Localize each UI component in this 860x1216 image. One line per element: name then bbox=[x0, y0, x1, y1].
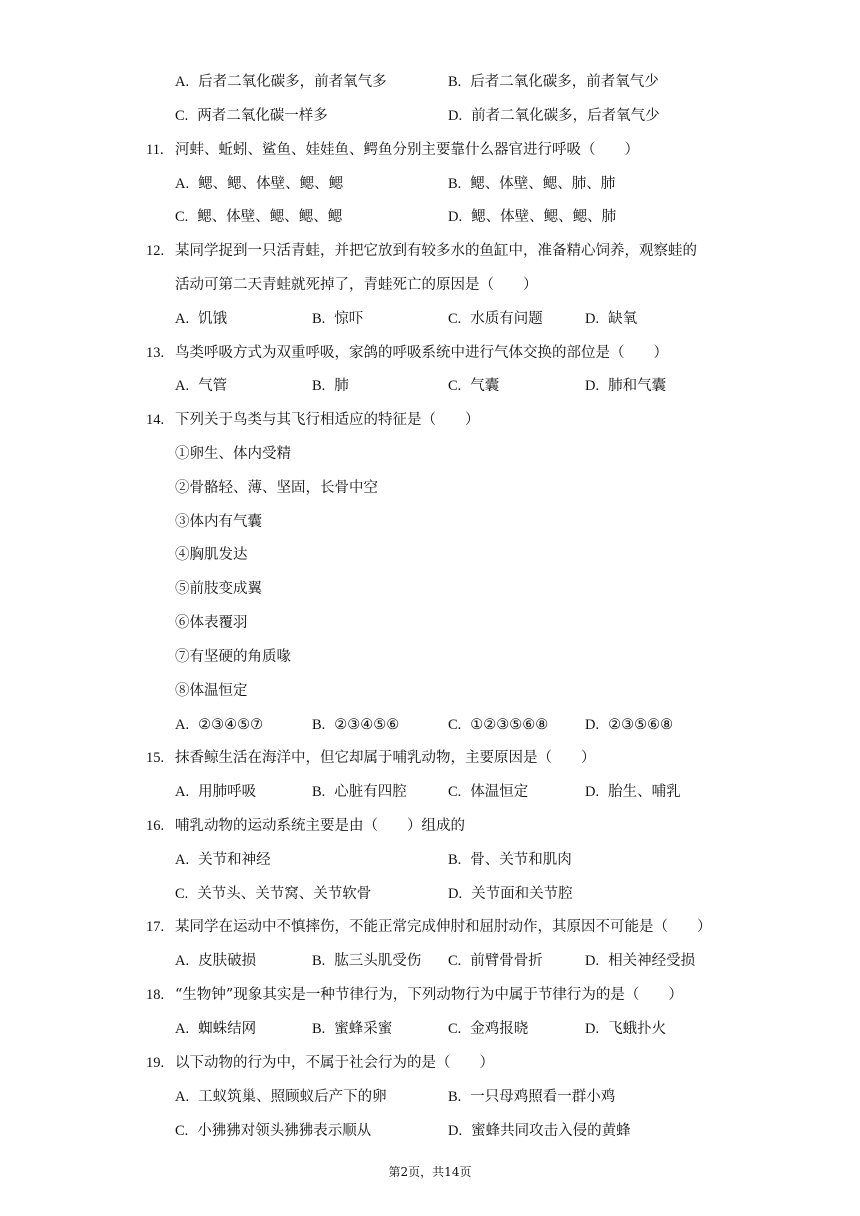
q10-option-c bbox=[175, 106, 328, 126]
q14-item-8: ⑧体温恒定 bbox=[175, 683, 248, 699]
option-label: D. bbox=[585, 784, 600, 800]
question-number: 17. bbox=[146, 919, 165, 935]
option-label: D. bbox=[448, 108, 463, 124]
q19-option-a bbox=[175, 1087, 387, 1107]
q14-option-b bbox=[312, 715, 399, 735]
q18-option-c bbox=[448, 1019, 528, 1039]
q12-option-b bbox=[312, 309, 363, 329]
option-text: 前者二氧化碳多，后者氧气少 bbox=[471, 108, 660, 124]
option-label: B. bbox=[312, 1021, 326, 1037]
option-label: B. bbox=[448, 852, 462, 868]
q16-option-a bbox=[175, 850, 271, 870]
q13-option-c bbox=[448, 376, 499, 396]
option-label: B. bbox=[448, 176, 462, 192]
option-text: 饥饿 bbox=[198, 311, 228, 327]
option-text: 气管 bbox=[198, 378, 228, 394]
option-text: 相关神经受损 bbox=[608, 953, 696, 969]
q18-option-a bbox=[175, 1019, 256, 1039]
option-text: ②③④⑤⑦ bbox=[198, 717, 264, 733]
option-label: B. bbox=[312, 311, 326, 327]
q10-option-b bbox=[448, 72, 659, 92]
option-label: C. bbox=[448, 378, 462, 394]
option-label: A. bbox=[175, 717, 190, 733]
option-label: C. bbox=[448, 311, 462, 327]
option-label: C. bbox=[175, 886, 189, 902]
option-label: A. bbox=[175, 176, 190, 192]
q13-option-d bbox=[585, 376, 666, 396]
option-text: 关节和神经 bbox=[198, 852, 271, 868]
option-text: 鳃、体壁、鳃、鳃、鳃 bbox=[197, 209, 343, 225]
option-text: 肺 bbox=[334, 378, 349, 394]
q17-option-b bbox=[312, 951, 421, 971]
page-footer: 第2页，共14页 bbox=[388, 1165, 472, 1179]
option-text: 气囊 bbox=[470, 378, 500, 394]
q14-item-3: ③体内有气囊 bbox=[175, 514, 262, 530]
question-number: 13. bbox=[146, 345, 165, 361]
q19-option-d bbox=[448, 1121, 631, 1141]
option-label: D. bbox=[448, 886, 463, 902]
q11-option-c bbox=[175, 207, 342, 227]
q13-option-a bbox=[175, 376, 227, 396]
question-text: “生物钟”现象其实是一种节律行为，下列动物行为中属于节律行为的是（ ） bbox=[175, 987, 683, 1003]
question-text: 以下动物的行为中，不属于社会行为的是（ ） bbox=[175, 1055, 494, 1071]
q16-option-d bbox=[448, 884, 573, 904]
option-label: C. bbox=[448, 784, 462, 800]
q15-option-a bbox=[175, 782, 256, 802]
q19-option-b bbox=[448, 1087, 615, 1107]
q14-item-7: ⑦有坚硬的角质喙 bbox=[175, 649, 291, 665]
option-label: A. bbox=[175, 852, 190, 868]
option-text: 金鸡报晓 bbox=[470, 1021, 529, 1037]
q10-option-a bbox=[175, 72, 387, 92]
option-label: B. bbox=[312, 378, 326, 394]
option-label: A. bbox=[175, 953, 190, 969]
option-text: 水质有问题 bbox=[470, 311, 543, 327]
option-text: 前臂骨骨折 bbox=[470, 953, 543, 969]
option-text: 肺和气囊 bbox=[608, 378, 667, 394]
q12-option-a bbox=[175, 309, 227, 329]
option-label: A. bbox=[175, 378, 190, 394]
option-text: 关节面和关节腔 bbox=[471, 886, 573, 902]
option-text: 惊吓 bbox=[334, 311, 364, 327]
option-text: 工蚁筑巢、照顾蚁后产下的卵 bbox=[198, 1089, 387, 1105]
q14-option-c bbox=[448, 715, 548, 735]
q19-option-c bbox=[175, 1121, 371, 1141]
option-text: 两者二氧化碳一样多 bbox=[197, 108, 328, 124]
question-text: 哺乳动物的运动系统主要是由（ ）组成的 bbox=[175, 818, 465, 834]
question-number: 16. bbox=[146, 818, 165, 834]
option-text: 鳃、体壁、鳃、鳃、肺 bbox=[471, 209, 617, 225]
question-number: 15. bbox=[146, 750, 165, 766]
option-text: 蜜蜂采蜜 bbox=[334, 1021, 393, 1037]
q18-option-b bbox=[312, 1019, 392, 1039]
q14-item-2: ②骨骼轻、薄、坚固，长骨中空 bbox=[175, 480, 378, 496]
option-label: D. bbox=[448, 1123, 463, 1139]
question-text: 河蚌、蚯蚓、鲨鱼、娃娃鱼、鳄鱼分别主要靠什么器官进行呼吸（ ） bbox=[175, 142, 639, 158]
q16-option-b bbox=[448, 850, 572, 870]
option-label: D. bbox=[585, 953, 600, 969]
option-label: A. bbox=[175, 74, 190, 90]
q14-option-a bbox=[175, 715, 263, 735]
option-label: B. bbox=[312, 784, 326, 800]
option-label: D. bbox=[585, 311, 600, 327]
option-label: C. bbox=[175, 1123, 189, 1139]
option-label: A. bbox=[175, 1089, 190, 1105]
question-number: 14. bbox=[146, 412, 165, 428]
option-label: A. bbox=[175, 311, 190, 327]
option-text: 骨、关节和肌肉 bbox=[470, 852, 572, 868]
option-text: 飞蛾扑火 bbox=[608, 1021, 667, 1037]
q11-option-d bbox=[448, 207, 616, 227]
q14-item-1: ①卵生、体内受精 bbox=[175, 446, 291, 462]
q12-option-c bbox=[448, 309, 543, 329]
option-label: B. bbox=[448, 74, 462, 90]
option-label: C. bbox=[448, 1021, 462, 1037]
option-label: C. bbox=[448, 717, 462, 733]
option-text: ①②③⑤⑥⑧ bbox=[470, 717, 549, 733]
question-number: 12. bbox=[146, 243, 165, 259]
option-text: 鳃、体壁、鳃、肺、肺 bbox=[470, 176, 616, 192]
question-text: 抹香鲸生活在海洋中，但它却属于哺乳动物，主要原因是（ ） bbox=[175, 750, 596, 766]
question-text: 鸟类呼吸方式为双重呼吸，家鸽的呼吸系统中进行气体交换的部位是（ ） bbox=[175, 345, 668, 361]
q13-option-b bbox=[312, 376, 349, 396]
q18-option-d bbox=[585, 1019, 666, 1039]
q14-item-4: ④胸肌发达 bbox=[175, 547, 248, 563]
option-label: C. bbox=[175, 209, 189, 225]
option-text: 肱三头肌受伤 bbox=[334, 953, 422, 969]
option-label: D. bbox=[448, 209, 463, 225]
option-label: A. bbox=[175, 784, 190, 800]
q15-option-c bbox=[448, 782, 528, 802]
question-text: 某同学捉到一只活青蛙，并把它放到有较多水的鱼缸中，准备精心饲养，观察蛙的 bbox=[175, 243, 697, 259]
q14-option-d bbox=[585, 715, 673, 735]
option-text: 皮肤破损 bbox=[198, 953, 257, 969]
question-12-continued: 活动可第二天青蛙就死掉了，青蛙死亡的原因是（ ） bbox=[175, 277, 538, 293]
q17-option-c bbox=[448, 951, 543, 971]
q17-option-d bbox=[585, 951, 695, 971]
option-label: D. bbox=[585, 717, 600, 733]
question-number: 11. bbox=[146, 142, 164, 158]
option-text: ②③④⑤⑥ bbox=[334, 717, 400, 733]
option-text: 心脏有四腔 bbox=[334, 784, 407, 800]
option-text: 一只母鸡照看一群小鸡 bbox=[470, 1089, 616, 1105]
option-text: 鳃、鳃、体壁、鳃、鳃 bbox=[198, 176, 344, 192]
option-text: 体温恒定 bbox=[470, 784, 529, 800]
q15-option-b bbox=[312, 782, 407, 802]
option-text: 缺氧 bbox=[608, 311, 638, 327]
option-text: 胎生、哺乳 bbox=[608, 784, 681, 800]
q12-option-d bbox=[585, 309, 637, 329]
option-label: C. bbox=[448, 953, 462, 969]
option-text: 后者二氧化碳多，前者氧气多 bbox=[198, 74, 387, 90]
option-label: B. bbox=[448, 1089, 462, 1105]
q14-item-6: ⑥体表覆羽 bbox=[175, 615, 248, 631]
option-label: A. bbox=[175, 1021, 190, 1037]
option-text: 小狒狒对领头狒狒表示顺从 bbox=[197, 1123, 372, 1139]
option-text: 关节头、关节窝、关节软骨 bbox=[197, 886, 372, 902]
q11-option-b bbox=[448, 174, 615, 194]
question-text: 下列关于鸟类与其飞行相适应的特征是（ ） bbox=[175, 412, 480, 428]
q14-item-5: ⑤前肢变成翼 bbox=[175, 581, 262, 597]
q16-option-c bbox=[175, 884, 371, 904]
option-text: 蜜蜂共同攻击入侵的黄蜂 bbox=[471, 1123, 631, 1139]
question-text: 某同学在运动中不慎摔伤，不能正常完成伸肘和屈肘动作，其原因不可能是（ ） bbox=[175, 919, 712, 935]
option-label: D. bbox=[585, 1021, 600, 1037]
option-label: D. bbox=[585, 378, 600, 394]
question-number: 18. bbox=[146, 987, 165, 1003]
option-label: C. bbox=[175, 108, 189, 124]
q11-option-a bbox=[175, 174, 343, 194]
option-text: ②③⑤⑥⑧ bbox=[608, 717, 674, 733]
q17-option-a bbox=[175, 951, 256, 971]
option-text: 蜘蛛结网 bbox=[198, 1021, 257, 1037]
option-label: B. bbox=[312, 717, 326, 733]
option-label: B. bbox=[312, 953, 326, 969]
q15-option-d bbox=[585, 782, 681, 802]
option-text: 后者二氧化碳多，前者氧气少 bbox=[470, 74, 659, 90]
q10-option-d bbox=[448, 106, 660, 126]
question-number: 19. bbox=[146, 1055, 165, 1071]
option-text: 用肺呼吸 bbox=[198, 784, 257, 800]
